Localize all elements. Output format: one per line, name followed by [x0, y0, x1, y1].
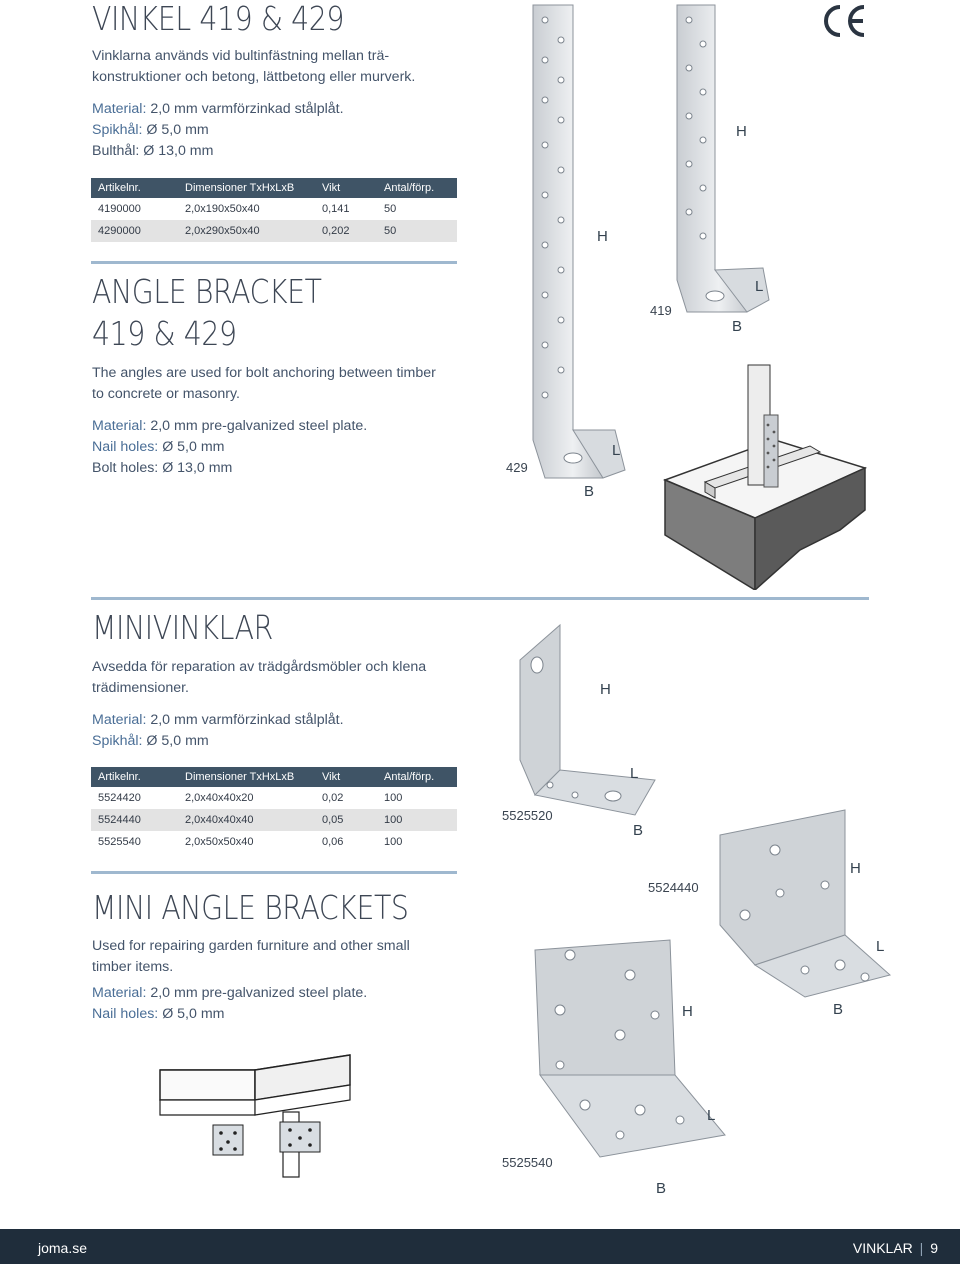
- table-cell: 4190000: [98, 203, 141, 215]
- product-code-label: 5525520: [502, 808, 553, 823]
- furniture-illustration: [155, 1050, 355, 1180]
- dim-label-b: B: [732, 318, 743, 335]
- footer-page-number: 9: [930, 1240, 938, 1256]
- heading-mini-angle-brackets: MINI ANGLE BRACKETS: [92, 888, 409, 927]
- column-header: Vikt: [315, 767, 377, 787]
- dim-label-l: L: [612, 442, 621, 459]
- spec-material-sv: Material: 2,0 mm varmförzinkad stålplåt.: [92, 101, 344, 117]
- table-row: [91, 831, 457, 853]
- column-header: Vikt: [315, 178, 377, 198]
- spec-nail-sv: Spikhål: Ø 5,0 mm: [92, 122, 209, 138]
- spec-nail-mini-en: Nail holes: Ø 5,0 mm: [92, 1006, 225, 1022]
- product-table-mini: [91, 767, 457, 853]
- footer-page-info: VINKLAR | 9: [852, 1240, 938, 1256]
- spec-material-mini-sv: Material: 2,0 mm varmförzinkad stålplåt.: [92, 712, 344, 728]
- footer-section: VINKLAR: [852, 1240, 913, 1256]
- column-header: Dimensioner TxHxLxB: [178, 767, 315, 787]
- intro-text-en: The angles are used for bolt anchoring between timber to concrete or masonry.: [92, 365, 436, 402]
- table-cell: 100: [384, 836, 403, 848]
- dim-label-b: B: [584, 483, 595, 500]
- product-code-label: 419: [650, 303, 672, 318]
- table-cell: 0,02: [322, 792, 344, 804]
- intro-text-sv: Vinklarna används vid bultinfästning mellan trä- konstruktioner och betong, lättbetong eller murverk.: [92, 48, 416, 85]
- dim-label-l: L: [630, 765, 639, 782]
- heading-angle-bracket: ANGLE BRACKET: [92, 272, 322, 311]
- column-header: Antal/förp.: [377, 767, 457, 787]
- table-cell: 100: [384, 792, 403, 804]
- product-code-label: 429: [506, 460, 528, 475]
- intro-text-mini-en: Used for repairing garden furniture and other small timber items.: [92, 938, 410, 975]
- product-code-label: 5524440: [648, 880, 699, 895]
- spec-bolt-en: Bolt holes: Ø 13,0 mm: [92, 460, 233, 476]
- table-cell: 50: [384, 203, 397, 215]
- product-table-419-429: [91, 178, 457, 242]
- spec-nail-mini-sv: Spikhål: Ø 5,0 mm: [92, 733, 209, 749]
- column-header: Artikelnr.: [91, 178, 178, 198]
- dim-label-l: L: [876, 938, 885, 955]
- table-cell: 2,0x290x50x40: [178, 220, 315, 242]
- table-cell: 5524440: [91, 809, 178, 831]
- dim-label-h: H: [597, 228, 608, 245]
- table-cell: 2,0x40x40x20: [185, 792, 254, 804]
- table-cell: 2,0x50x50x40: [185, 836, 254, 848]
- spec-nail-en: Nail holes: Ø 5,0 mm: [92, 439, 225, 455]
- bracket-5524440-image: [715, 805, 895, 1000]
- bracket-5525520-image: [515, 620, 665, 820]
- bracket-5525540-image: [530, 935, 730, 1165]
- table-cell: 5524420: [98, 792, 141, 804]
- section-divider: [91, 871, 457, 874]
- table-row: [91, 809, 457, 831]
- dim-label-h: H: [600, 681, 611, 698]
- dim-label-b: B: [633, 822, 644, 839]
- table-row: [91, 198, 457, 220]
- product-code-label: 5525540: [502, 1155, 553, 1170]
- spec-bolt-sv: Bulthål: Ø 13,0 mm: [92, 143, 214, 159]
- table-cell: 0,06: [322, 836, 344, 848]
- table-cell: 5525540: [98, 836, 141, 848]
- table-cell: 0,202: [315, 220, 377, 242]
- table-cell: 0,05: [315, 809, 377, 831]
- page-footer: [0, 1229, 960, 1264]
- table-cell: 4290000: [91, 220, 178, 242]
- installation-illustration: [660, 360, 870, 590]
- dim-label-h: H: [682, 1003, 693, 1020]
- dim-label-b: B: [656, 1180, 667, 1197]
- dim-label-b: B: [833, 1001, 844, 1018]
- heading-minivinklar: MINIVINKLAR: [92, 608, 273, 647]
- dim-label-h: H: [850, 860, 861, 877]
- dim-label-l: L: [755, 278, 764, 295]
- table-header-row: [91, 178, 457, 198]
- column-header: Dimensioner TxHxLxB: [178, 178, 315, 198]
- section-divider: [91, 261, 457, 264]
- dim-label-h: H: [736, 123, 747, 140]
- heading-angle-bracket-models: 419 & 429: [92, 314, 237, 353]
- spec-material-en: Material: 2,0 mm pre-galvanized steel plate.: [92, 418, 368, 434]
- section-divider: [91, 597, 869, 600]
- table-row: [91, 220, 457, 242]
- table-header-row: [91, 767, 457, 787]
- column-header: Antal/förp.: [377, 178, 457, 198]
- dim-label-l: L: [707, 1107, 716, 1124]
- column-header: Artikelnr.: [91, 767, 178, 787]
- footer-website-link[interactable]: joma.se: [38, 1240, 88, 1256]
- table-cell: 2,0x190x50x40: [185, 203, 260, 215]
- table-cell: 100: [377, 809, 457, 831]
- page-title-vinkel: VINKEL 419 & 429: [92, 0, 345, 38]
- bracket-429-image: [525, 0, 635, 500]
- table-cell: 0,141: [322, 203, 350, 215]
- table-cell: 50: [377, 220, 457, 242]
- spec-material-mini-en: Material: 2,0 mm pre-galvanized steel plate.: [92, 985, 368, 1001]
- table-row: [91, 787, 457, 809]
- table-cell: 2,0x40x40x40: [178, 809, 315, 831]
- intro-text-mini-sv: Avsedda för reparation av trädgårdsmöbler och klena trädimensioner.: [92, 659, 427, 696]
- ce-mark-icon: [820, 2, 870, 40]
